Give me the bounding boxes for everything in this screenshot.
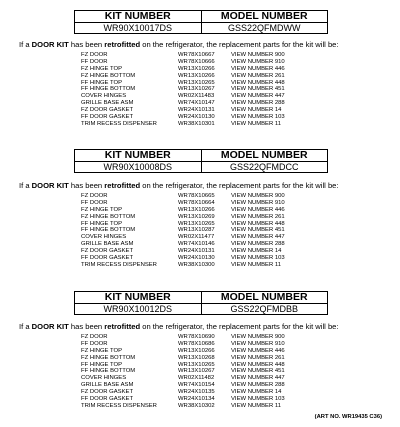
- kit-number-header: KIT NUMBER: [75, 150, 202, 162]
- parts-list-3: [81, 334, 381, 410]
- part-view-number: VIEW NUMBER 910: [231, 340, 285, 347]
- part-row: [81, 396, 381, 403]
- part-number: WR38X10300: [178, 261, 215, 268]
- part-name: FZ DOOR: [81, 334, 108, 340]
- part-row: [81, 52, 381, 59]
- part-number: WR78X10686: [178, 340, 215, 347]
- part-name: FZ DOOR GASKET: [81, 107, 134, 114]
- part-name: FF HINGE TOP: [81, 79, 123, 86]
- part-view-number: VIEW NUMBER 910: [231, 58, 285, 65]
- part-number: WR74X10154: [178, 382, 215, 389]
- part-row: [81, 255, 381, 262]
- part-number: WR78X10666: [178, 58, 215, 65]
- part-number: WR38X10301: [178, 120, 215, 127]
- part-number: WR24X10130: [178, 114, 215, 121]
- part-view-number: VIEW NUMBER 900: [231, 193, 285, 199]
- part-number: WR02X11482: [178, 375, 215, 382]
- part-view-number: VIEW NUMBER 451: [231, 368, 285, 375]
- part-view-number: VIEW NUMBER 448: [231, 361, 285, 368]
- part-number: WR02X11477: [178, 234, 215, 241]
- retrofit-intro-3: If a DOOR KIT has been retrofitted on the refrigerator, the replacement parts for the kit will be:: [19, 322, 339, 331]
- part-row: [81, 93, 381, 100]
- part-row: [81, 389, 381, 396]
- part-view-number: VIEW NUMBER 900: [231, 52, 285, 58]
- part-name: FF HINGE TOP: [81, 220, 123, 227]
- part-row: [81, 403, 381, 410]
- part-number: WR13X10265: [178, 361, 215, 368]
- part-number: WR13X10266: [178, 347, 215, 354]
- model-number-header: MODEL NUMBER: [201, 150, 328, 162]
- part-number: WR78X10690: [178, 334, 215, 340]
- part-row: [81, 66, 381, 73]
- part-name: FF HINGE BOTTOM: [81, 227, 136, 234]
- part-view-number: VIEW NUMBER 447: [231, 234, 285, 241]
- part-view-number: VIEW NUMBER 11: [231, 120, 281, 127]
- part-row: [81, 348, 381, 355]
- part-view-number: VIEW NUMBER 288: [231, 100, 285, 107]
- part-row: [81, 234, 381, 241]
- kit-number-value: WR90X10008DS: [75, 162, 202, 173]
- model-number-header: MODEL NUMBER: [201, 292, 328, 304]
- kit-table-3: [74, 291, 328, 315]
- part-row: [81, 241, 381, 248]
- part-row: [81, 368, 381, 375]
- part-row: [81, 382, 381, 389]
- retrofit-intro-1: If a DOOR KIT has been retrofitted on the refrigerator, the replacement parts for the kit will be:: [19, 40, 339, 49]
- part-number: WR13X10266: [178, 72, 215, 79]
- part-number: WR74X10146: [178, 241, 215, 248]
- part-number: WR13X10267: [178, 368, 215, 375]
- part-view-number: VIEW NUMBER 446: [231, 206, 285, 213]
- part-name: FF DOOR: [81, 58, 108, 65]
- parts-list-1: [81, 52, 381, 128]
- part-row: [81, 334, 381, 341]
- part-number: WR02X11483: [178, 93, 215, 100]
- part-view-number: VIEW NUMBER 448: [231, 79, 285, 86]
- part-name: FF DOOR GASKET: [81, 396, 134, 403]
- part-view-number: VIEW NUMBER 446: [231, 347, 285, 354]
- part-view-number: VIEW NUMBER 288: [231, 241, 285, 248]
- part-name: FZ HINGE BOTTOM: [81, 213, 136, 220]
- part-name: COVER HINGES: [81, 375, 127, 382]
- part-name: TRIM RECESS DISPENSER: [81, 402, 157, 409]
- kit-number-value: WR90X10012DS: [75, 304, 202, 315]
- part-number: WR74X10147: [178, 100, 215, 107]
- part-row: [81, 114, 381, 121]
- part-row: [81, 193, 381, 200]
- part-name: FF HINGE BOTTOM: [81, 368, 136, 375]
- part-row: [81, 355, 381, 362]
- part-number: WR24X10130: [178, 255, 215, 262]
- part-row: [81, 200, 381, 207]
- model-number-value: GSS22QFMDWW: [201, 23, 328, 34]
- part-view-number: VIEW NUMBER 261: [231, 213, 285, 220]
- part-row: [81, 362, 381, 369]
- part-view-number: VIEW NUMBER 14: [231, 389, 282, 396]
- part-row: [81, 121, 381, 128]
- kit-number-header: KIT NUMBER: [75, 11, 202, 23]
- part-number: WR13X10266: [178, 206, 215, 213]
- part-view-number: VIEW NUMBER 451: [231, 86, 285, 93]
- part-name: COVER HINGES: [81, 93, 127, 100]
- part-number: WR38X10302: [178, 402, 215, 409]
- part-number: WR13X10269: [178, 213, 215, 220]
- kit-table-1: [74, 10, 328, 34]
- part-name: FF DOOR GASKET: [81, 114, 134, 121]
- part-view-number: VIEW NUMBER 103: [231, 396, 285, 403]
- part-row: [81, 221, 381, 228]
- part-view-number: VIEW NUMBER 14: [231, 248, 282, 255]
- part-row: [81, 262, 381, 269]
- part-row: [81, 375, 381, 382]
- part-row: [81, 107, 381, 114]
- part-view-number: VIEW NUMBER 910: [231, 199, 285, 206]
- part-name: TRIM RECESS DISPENSER: [81, 261, 157, 268]
- part-name: FZ DOOR: [81, 52, 108, 58]
- part-number: WR13X10266: [178, 65, 215, 72]
- part-number: WR24X10135: [178, 389, 215, 396]
- part-name: FZ DOOR GASKET: [81, 389, 134, 396]
- part-view-number: VIEW NUMBER 14: [231, 107, 282, 114]
- part-number: WR13X10268: [178, 354, 215, 361]
- model-number-value: GSS22QFMDBB: [201, 304, 328, 315]
- part-name: FF DOOR: [81, 340, 108, 347]
- part-number: WR13X10265: [178, 79, 215, 86]
- model-number-value: GSS22QFMDCC: [201, 162, 328, 173]
- part-view-number: VIEW NUMBER 448: [231, 220, 285, 227]
- part-name: FZ DOOR GASKET: [81, 248, 134, 255]
- part-number: WR13X10265: [178, 220, 215, 227]
- part-name: FZ HINGE BOTTOM: [81, 72, 136, 79]
- part-view-number: VIEW NUMBER 288: [231, 382, 285, 389]
- part-name: GRILLE BASE ASM: [81, 100, 134, 107]
- part-view-number: VIEW NUMBER 447: [231, 375, 285, 382]
- part-view-number: VIEW NUMBER 900: [231, 334, 285, 340]
- kit-number-header: KIT NUMBER: [75, 292, 202, 304]
- part-row: [81, 59, 381, 66]
- part-name: TRIM RECESS DISPENSER: [81, 120, 157, 127]
- part-number: WR13X10287: [178, 227, 215, 234]
- part-name: FZ HINGE TOP: [81, 347, 123, 354]
- part-number: WR78X10665: [178, 193, 215, 199]
- part-view-number: VIEW NUMBER 11: [231, 261, 281, 268]
- part-name: FF HINGE BOTTOM: [81, 86, 136, 93]
- model-number-header: MODEL NUMBER: [201, 11, 328, 23]
- part-row: [81, 207, 381, 214]
- part-view-number: VIEW NUMBER 451: [231, 227, 285, 234]
- retrofit-intro-2: If a DOOR KIT has been retrofitted on the refrigerator, the replacement parts for the kit will be:: [19, 181, 339, 190]
- part-view-number: VIEW NUMBER 11: [231, 402, 281, 409]
- part-name: FZ HINGE TOP: [81, 206, 123, 213]
- part-number: WR24X10134: [178, 396, 215, 403]
- part-view-number: VIEW NUMBER 261: [231, 354, 285, 361]
- parts-list-2: [81, 193, 381, 269]
- part-number: WR78X10667: [178, 52, 215, 58]
- part-view-number: VIEW NUMBER 103: [231, 255, 285, 262]
- kit-table-2: [74, 149, 328, 173]
- part-number: WR78X10664: [178, 199, 215, 206]
- part-name: FZ HINGE TOP: [81, 65, 123, 72]
- part-row: [81, 227, 381, 234]
- part-name: GRILLE BASE ASM: [81, 382, 134, 389]
- part-number: WR24X10131: [178, 248, 215, 255]
- part-view-number: VIEW NUMBER 261: [231, 72, 285, 79]
- part-row: [81, 248, 381, 255]
- part-name: FZ HINGE BOTTOM: [81, 354, 136, 361]
- part-view-number: VIEW NUMBER 447: [231, 93, 285, 100]
- art-number: (ART NO. WR19435 C36): [314, 414, 382, 420]
- kit-number-value: WR90X10017DS: [75, 23, 202, 34]
- part-view-number: VIEW NUMBER 103: [231, 114, 285, 121]
- part-number: WR13X10267: [178, 86, 215, 93]
- part-name: COVER HINGES: [81, 234, 127, 241]
- part-row: [81, 214, 381, 221]
- part-row: [81, 80, 381, 87]
- part-name: FF HINGE TOP: [81, 361, 123, 368]
- part-row: [81, 341, 381, 348]
- part-row: [81, 100, 381, 107]
- part-name: FF DOOR GASKET: [81, 255, 134, 262]
- part-row: [81, 73, 381, 80]
- part-name: FF DOOR: [81, 199, 108, 206]
- part-row: [81, 86, 381, 93]
- part-number: WR24X10131: [178, 107, 215, 114]
- part-view-number: VIEW NUMBER 446: [231, 65, 285, 72]
- part-name: FZ DOOR: [81, 193, 108, 199]
- part-name: GRILLE BASE ASM: [81, 241, 134, 248]
